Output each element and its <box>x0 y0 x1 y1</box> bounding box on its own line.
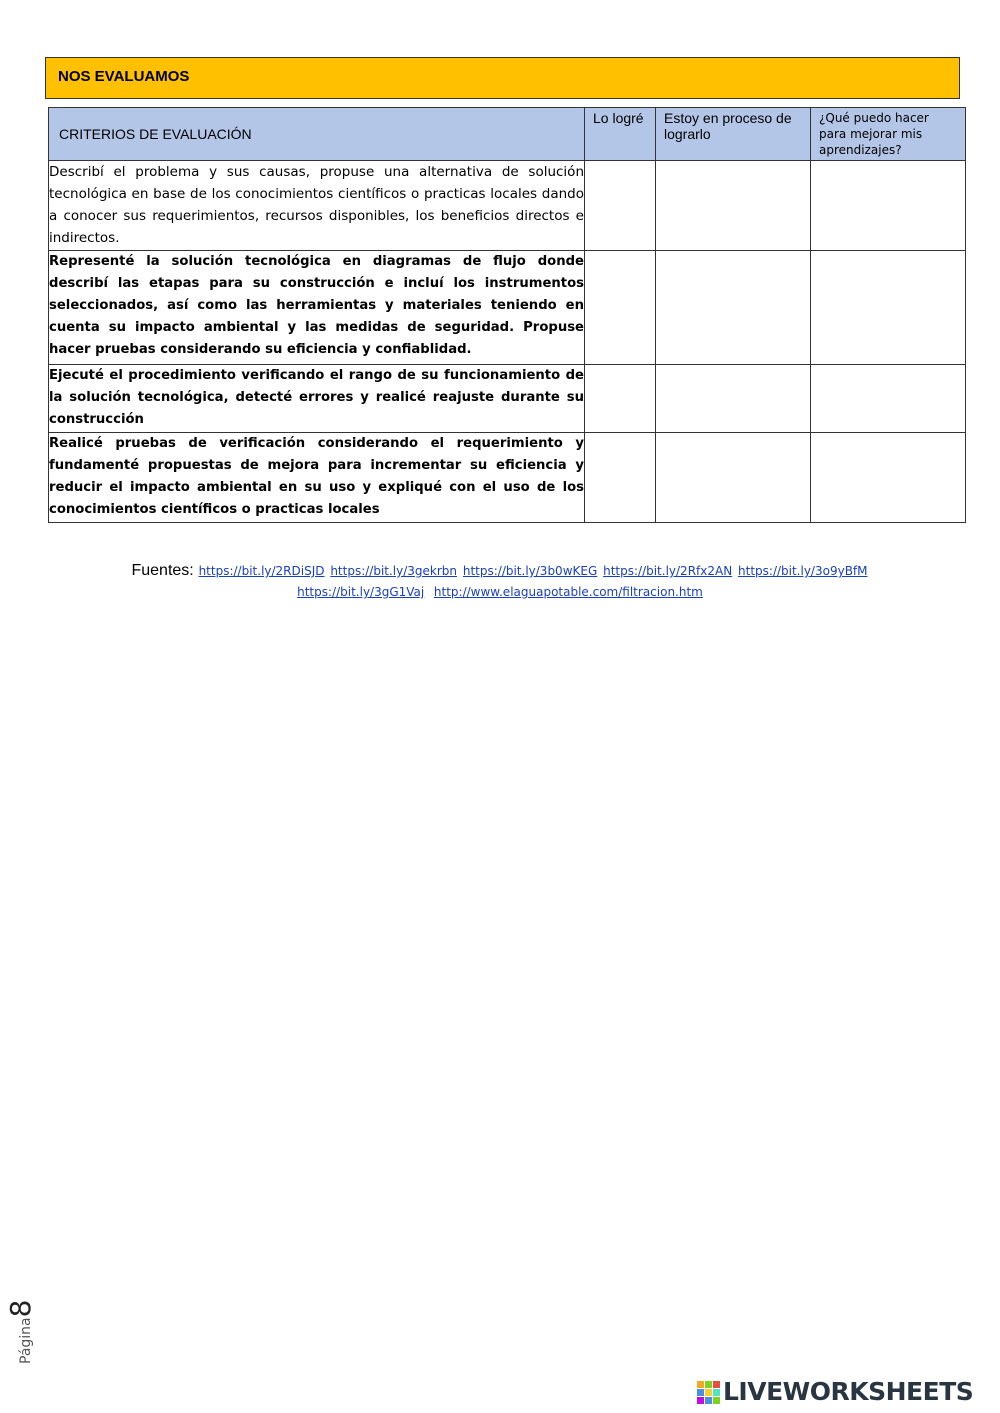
achieved-cell[interactable] <box>585 251 656 365</box>
evaluation-table <box>48 107 966 523</box>
table-row <box>49 365 966 433</box>
in-progress-cell[interactable] <box>656 161 811 251</box>
table-row <box>49 161 966 251</box>
page-digit: 8 <box>4 1299 37 1318</box>
source-link[interactable]: https://bit.ly/3gekrbn <box>330 564 458 578</box>
header-improve: ¿Qué puedo hacer para mejorar mis aprendizajes? <box>811 108 966 161</box>
improve-cell[interactable] <box>811 161 966 251</box>
page-word: Página <box>18 1317 34 1364</box>
header-in-progress: Estoy en proceso de lograrlo <box>656 108 811 161</box>
criterion-text: Describí el problema y sus causas, propuse una alternativa de solución tecnológica en base de los conocimientos científicos o practicas locales dando a conocer sus requerimientos, recursos disponibles, los beneficios directos e indirectos. <box>49 161 585 251</box>
criterion-text: Representé la solución tecnológica en diagramas de flujo donde describí las etapas para su construcción e incluí los instrumentos seleccionados, así como las herramientas y materiales teniendo en cuenta su impacto ambiental y las medidas de seguridad. Propuse hacer pruebas considerando su eficiencia y confiablidad. <box>49 251 585 365</box>
in-progress-cell[interactable] <box>656 251 811 365</box>
improve-cell[interactable] <box>811 365 966 433</box>
brand-name: LIVEWORKSHEETS <box>723 1377 974 1406</box>
section-banner <box>45 57 960 99</box>
sources-line-1 <box>0 560 1000 582</box>
improve-cell[interactable] <box>811 251 966 365</box>
table-row <box>49 251 966 365</box>
header-criteria: CRITERIOS DE EVALUACIÓN <box>49 108 585 161</box>
in-progress-cell[interactable] <box>656 365 811 433</box>
achieved-cell[interactable] <box>585 161 656 251</box>
source-link[interactable]: https://bit.ly/3o9yBfM <box>738 564 868 578</box>
table-header-row <box>49 108 966 161</box>
criterion-text: Realicé pruebas de verificación considerando el requerimiento y fundamenté propuestas de mejora para incrementar su eficiencia y reducir el impacto ambiental en su uso y expliqué con el uso de los conocimientos científicos o practicas locales <box>49 433 585 523</box>
achieved-cell[interactable] <box>585 433 656 523</box>
section-title: NOS EVALUAMOS <box>58 68 190 85</box>
table-row <box>49 433 966 523</box>
achieved-cell[interactable] <box>585 365 656 433</box>
in-progress-cell[interactable] <box>656 433 811 523</box>
page-number <box>4 1290 64 1370</box>
source-link[interactable]: https://bit.ly/2Rfx2AN <box>603 564 733 578</box>
header-achieved: Lo logré <box>585 108 656 161</box>
source-link[interactable]: https://bit.ly/3b0wKEG <box>462 564 598 578</box>
sources <box>0 560 1000 603</box>
sources-line-2 <box>0 582 1000 603</box>
improve-cell[interactable] <box>811 433 966 523</box>
source-link[interactable]: https://bit.ly/3gG1Vaj <box>297 585 425 599</box>
sources-label: Fuentes: <box>131 562 194 579</box>
source-link[interactable]: https://bit.ly/2RDiSJD <box>198 564 325 578</box>
liveworksheets-logo <box>697 1377 997 1409</box>
criterion-text: Ejecuté el procedimiento verificando el rango de su funcionamiento de la solución tecnológica, detecté errores y realicé reajuste durante su construcción <box>49 365 585 433</box>
source-link[interactable]: http://www.elaguapotable.com/filtracion.htm <box>433 585 703 599</box>
logo-blocks-icon <box>697 1381 723 1405</box>
